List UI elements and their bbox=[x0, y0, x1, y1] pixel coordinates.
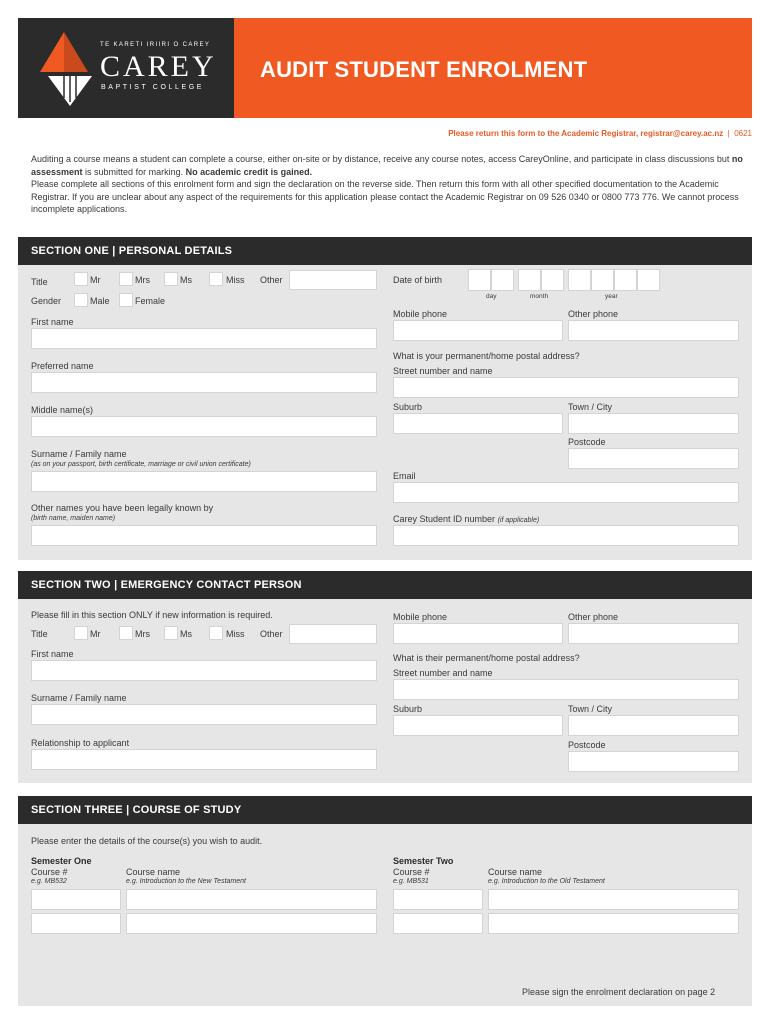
student-id-note: (if applicable) bbox=[497, 517, 540, 524]
address-question: What is your permanent/home postal address? bbox=[393, 351, 580, 361]
surname-input[interactable] bbox=[31, 471, 377, 492]
ec-title-mr-checkbox[interactable] bbox=[74, 626, 88, 640]
sem1-course-name-input-2[interactable] bbox=[126, 913, 377, 934]
gender-female-checkbox[interactable] bbox=[119, 293, 133, 307]
sem2-course-num-example: e.g. MB531 bbox=[393, 878, 429, 885]
ec-title-miss-checkbox[interactable] bbox=[209, 626, 223, 640]
sem1-course-num-label: Course # bbox=[31, 867, 68, 877]
intro-text bbox=[31, 153, 743, 216]
mobile-input[interactable] bbox=[393, 320, 563, 341]
sem2-course-name-input-1[interactable] bbox=[488, 889, 739, 910]
gender-male-label: Male bbox=[90, 296, 110, 306]
first-name-input[interactable] bbox=[31, 328, 377, 349]
sem1-course-name-label: Course name bbox=[126, 867, 181, 877]
street-label: Street number and name bbox=[393, 366, 493, 376]
page-title: AUDIT STUDENT ENROLMENT bbox=[260, 57, 588, 82]
other-names-note: (birth name, maiden name) bbox=[31, 515, 116, 522]
intro-p1-b: no assessment bbox=[31, 154, 743, 177]
dob-label: Date of birth bbox=[393, 275, 443, 285]
ec-surname-input[interactable] bbox=[31, 704, 377, 725]
preferred-name-input[interactable] bbox=[31, 372, 377, 393]
ec-title-label: Title bbox=[31, 629, 48, 639]
semester-one-label: Semester One bbox=[31, 856, 92, 866]
ec-surname-label: Surname / Family name bbox=[31, 693, 127, 703]
ec-other-phone-input[interactable] bbox=[568, 623, 739, 644]
ec-title-mr-label: Mr bbox=[90, 629, 101, 639]
surname-label: Surname / Family name bbox=[31, 449, 127, 459]
ec-title-mrs-checkbox[interactable] bbox=[119, 626, 133, 640]
sem1-course-num-example: e.g. MB532 bbox=[31, 878, 67, 885]
title-ms-checkbox[interactable] bbox=[164, 272, 178, 286]
postcode-label: Postcode bbox=[568, 437, 606, 447]
footer-note: Please sign the enrolment declaration on page 2 bbox=[522, 987, 716, 997]
surname-note: (as on your passport, birth certificate, marriage or civil union certificate) bbox=[31, 461, 251, 468]
return-note-separator: | bbox=[727, 129, 730, 138]
middle-names-label: Middle name(s) bbox=[31, 405, 94, 415]
dob-year-4[interactable] bbox=[637, 269, 660, 291]
sem1-course-name-input-1[interactable] bbox=[126, 889, 377, 910]
semester-two-label: Semester Two bbox=[393, 856, 454, 866]
ec-title-ms-checkbox[interactable] bbox=[164, 626, 178, 640]
ec-town-label: Town / City bbox=[568, 704, 613, 714]
dob-year-3[interactable] bbox=[614, 269, 637, 291]
sem2-course-num-input-2[interactable] bbox=[393, 913, 483, 934]
ec-title-ms-label: Ms bbox=[180, 629, 192, 639]
other-phone-input[interactable] bbox=[568, 320, 739, 341]
suburb-label: Suburb bbox=[393, 402, 423, 412]
suburb-input[interactable] bbox=[393, 413, 563, 434]
ec-street-label: Street number and name bbox=[393, 668, 493, 678]
ec-relationship-input[interactable] bbox=[31, 749, 377, 770]
title-mr-checkbox[interactable] bbox=[74, 272, 88, 286]
section-one-heading: SECTION ONE | PERSONAL DETAILS bbox=[18, 237, 752, 265]
middle-names-input[interactable] bbox=[31, 416, 377, 437]
sem2-course-num-label: Course # bbox=[393, 867, 430, 877]
ec-first-name-input[interactable] bbox=[31, 660, 377, 681]
gender-female-label: Female bbox=[135, 296, 166, 306]
section-three-note: Please enter the details of the course(s) you wish to audit. bbox=[31, 836, 263, 846]
other-phone-label: Other phone bbox=[568, 309, 619, 319]
gender-label: Gender bbox=[31, 296, 62, 306]
logo-name: CAREY bbox=[100, 50, 217, 83]
ec-relationship-label: Relationship to applicant bbox=[31, 738, 130, 748]
ec-mobile-input[interactable] bbox=[393, 623, 563, 644]
title-other-input[interactable] bbox=[289, 270, 377, 290]
sem1-course-num-input-2[interactable] bbox=[31, 913, 121, 934]
other-names-label: Other names you have been legally known by bbox=[31, 503, 214, 513]
title-miss-label: Miss bbox=[226, 275, 245, 285]
return-note-text: Please return this form to the Academic Registrar, registrar@carey.ac.nz bbox=[448, 129, 724, 138]
town-input[interactable] bbox=[568, 413, 739, 434]
intro-p1-a: Auditing a course means a student can complete a course, either on-site or by distance, receive any course notes, access CareyOnline, and participate in class discussions but bbox=[31, 154, 732, 164]
email-label: Email bbox=[393, 471, 416, 481]
sem2-course-num-input-1[interactable] bbox=[393, 889, 483, 910]
ec-postcode-input[interactable] bbox=[568, 751, 739, 772]
ec-street-input[interactable] bbox=[393, 679, 739, 700]
dob-year-1[interactable] bbox=[568, 269, 591, 291]
title-label: Title bbox=[31, 277, 48, 287]
title-ms-label: Ms bbox=[180, 275, 192, 285]
title-mr-label: Mr bbox=[90, 275, 101, 285]
ec-other-phone-label: Other phone bbox=[568, 612, 619, 622]
carey-logo-icon bbox=[40, 32, 100, 106]
student-id-text: Carey Student ID number bbox=[393, 514, 496, 524]
street-input[interactable] bbox=[393, 377, 739, 398]
section-two-heading: SECTION TWO | EMERGENCY CONTACT PERSON bbox=[18, 571, 752, 599]
student-id-input[interactable] bbox=[393, 525, 739, 546]
ec-postcode-label: Postcode bbox=[568, 740, 606, 750]
section-three-heading: SECTION THREE | COURSE OF STUDY bbox=[18, 796, 752, 824]
title-mrs-checkbox[interactable] bbox=[119, 272, 133, 286]
ec-suburb-input[interactable] bbox=[393, 715, 563, 736]
intro-paragraph-2: Please complete all sections of this enrolment form and sign the declaration on the reverse side. Then return this form with all other specified documentation to the Academic Registrar. If you are unclear about any aspect of the requirements for this application please contact the Academic Registrar on 09 526 0340 or 0800 773 776. We cannot process incomplete applications. bbox=[31, 179, 739, 215]
first-name-label: First name bbox=[31, 317, 74, 327]
ec-title-miss-label: Miss bbox=[226, 629, 245, 639]
logo-subtitle: BAPTIST COLLEGE bbox=[101, 84, 205, 91]
title-miss-checkbox[interactable] bbox=[209, 272, 223, 286]
ec-address-question: What is their permanent/home postal address? bbox=[393, 653, 580, 663]
dob-year-2[interactable] bbox=[591, 269, 614, 291]
title-other-label: Other bbox=[260, 275, 283, 285]
title-mrs-label: Mrs bbox=[135, 275, 150, 285]
ec-title-other-label: Other bbox=[260, 629, 283, 639]
logo-block bbox=[18, 18, 234, 118]
intro-p1-d: No academic credit is gained. bbox=[185, 166, 313, 177]
sem1-course-name-example: e.g. Introduction to the New Testament bbox=[126, 878, 246, 885]
dob-day-caption: day bbox=[486, 293, 497, 300]
ec-title-other-input[interactable] bbox=[289, 624, 377, 644]
dob-day-2[interactable] bbox=[491, 269, 514, 291]
ec-title-mrs-label: Mrs bbox=[135, 629, 150, 639]
intro-paragraph-1 bbox=[31, 153, 743, 178]
sem2-course-name-example: e.g. Introduction to the Old Testament bbox=[488, 878, 605, 885]
other-names-input[interactable] bbox=[31, 525, 377, 546]
sem1-course-num-input-1[interactable] bbox=[31, 889, 121, 910]
intro-p1-c: is submitted for marking. bbox=[82, 166, 186, 177]
logo-tagline: TE KARETI IRIIRI O CAREY bbox=[100, 42, 211, 48]
ec-town-input[interactable] bbox=[568, 715, 739, 736]
preferred-name-label: Preferred name bbox=[31, 361, 94, 371]
town-label: Town / City bbox=[568, 402, 613, 412]
dob-month-caption: month bbox=[530, 293, 549, 300]
sem2-course-name-input-2[interactable] bbox=[488, 913, 739, 934]
return-note bbox=[340, 129, 752, 138]
dob-day-1[interactable] bbox=[468, 269, 491, 291]
dob-year-caption: year bbox=[605, 293, 618, 300]
gender-male-checkbox[interactable] bbox=[74, 293, 88, 307]
ec-first-name-label: First name bbox=[31, 649, 74, 659]
section-two-note: Please fill in this section ONLY if new information is required. bbox=[31, 610, 273, 620]
mobile-label: Mobile phone bbox=[393, 309, 448, 319]
postcode-input[interactable] bbox=[568, 448, 739, 469]
ec-mobile-label: Mobile phone bbox=[393, 612, 448, 622]
dob-month-2[interactable] bbox=[541, 269, 564, 291]
form-code: 0621 bbox=[734, 129, 752, 138]
student-id-label bbox=[393, 514, 539, 524]
sem2-course-name-label: Course name bbox=[488, 867, 543, 877]
dob-month-1[interactable] bbox=[518, 269, 541, 291]
ec-suburb-label: Suburb bbox=[393, 704, 423, 714]
email-input[interactable] bbox=[393, 482, 739, 503]
